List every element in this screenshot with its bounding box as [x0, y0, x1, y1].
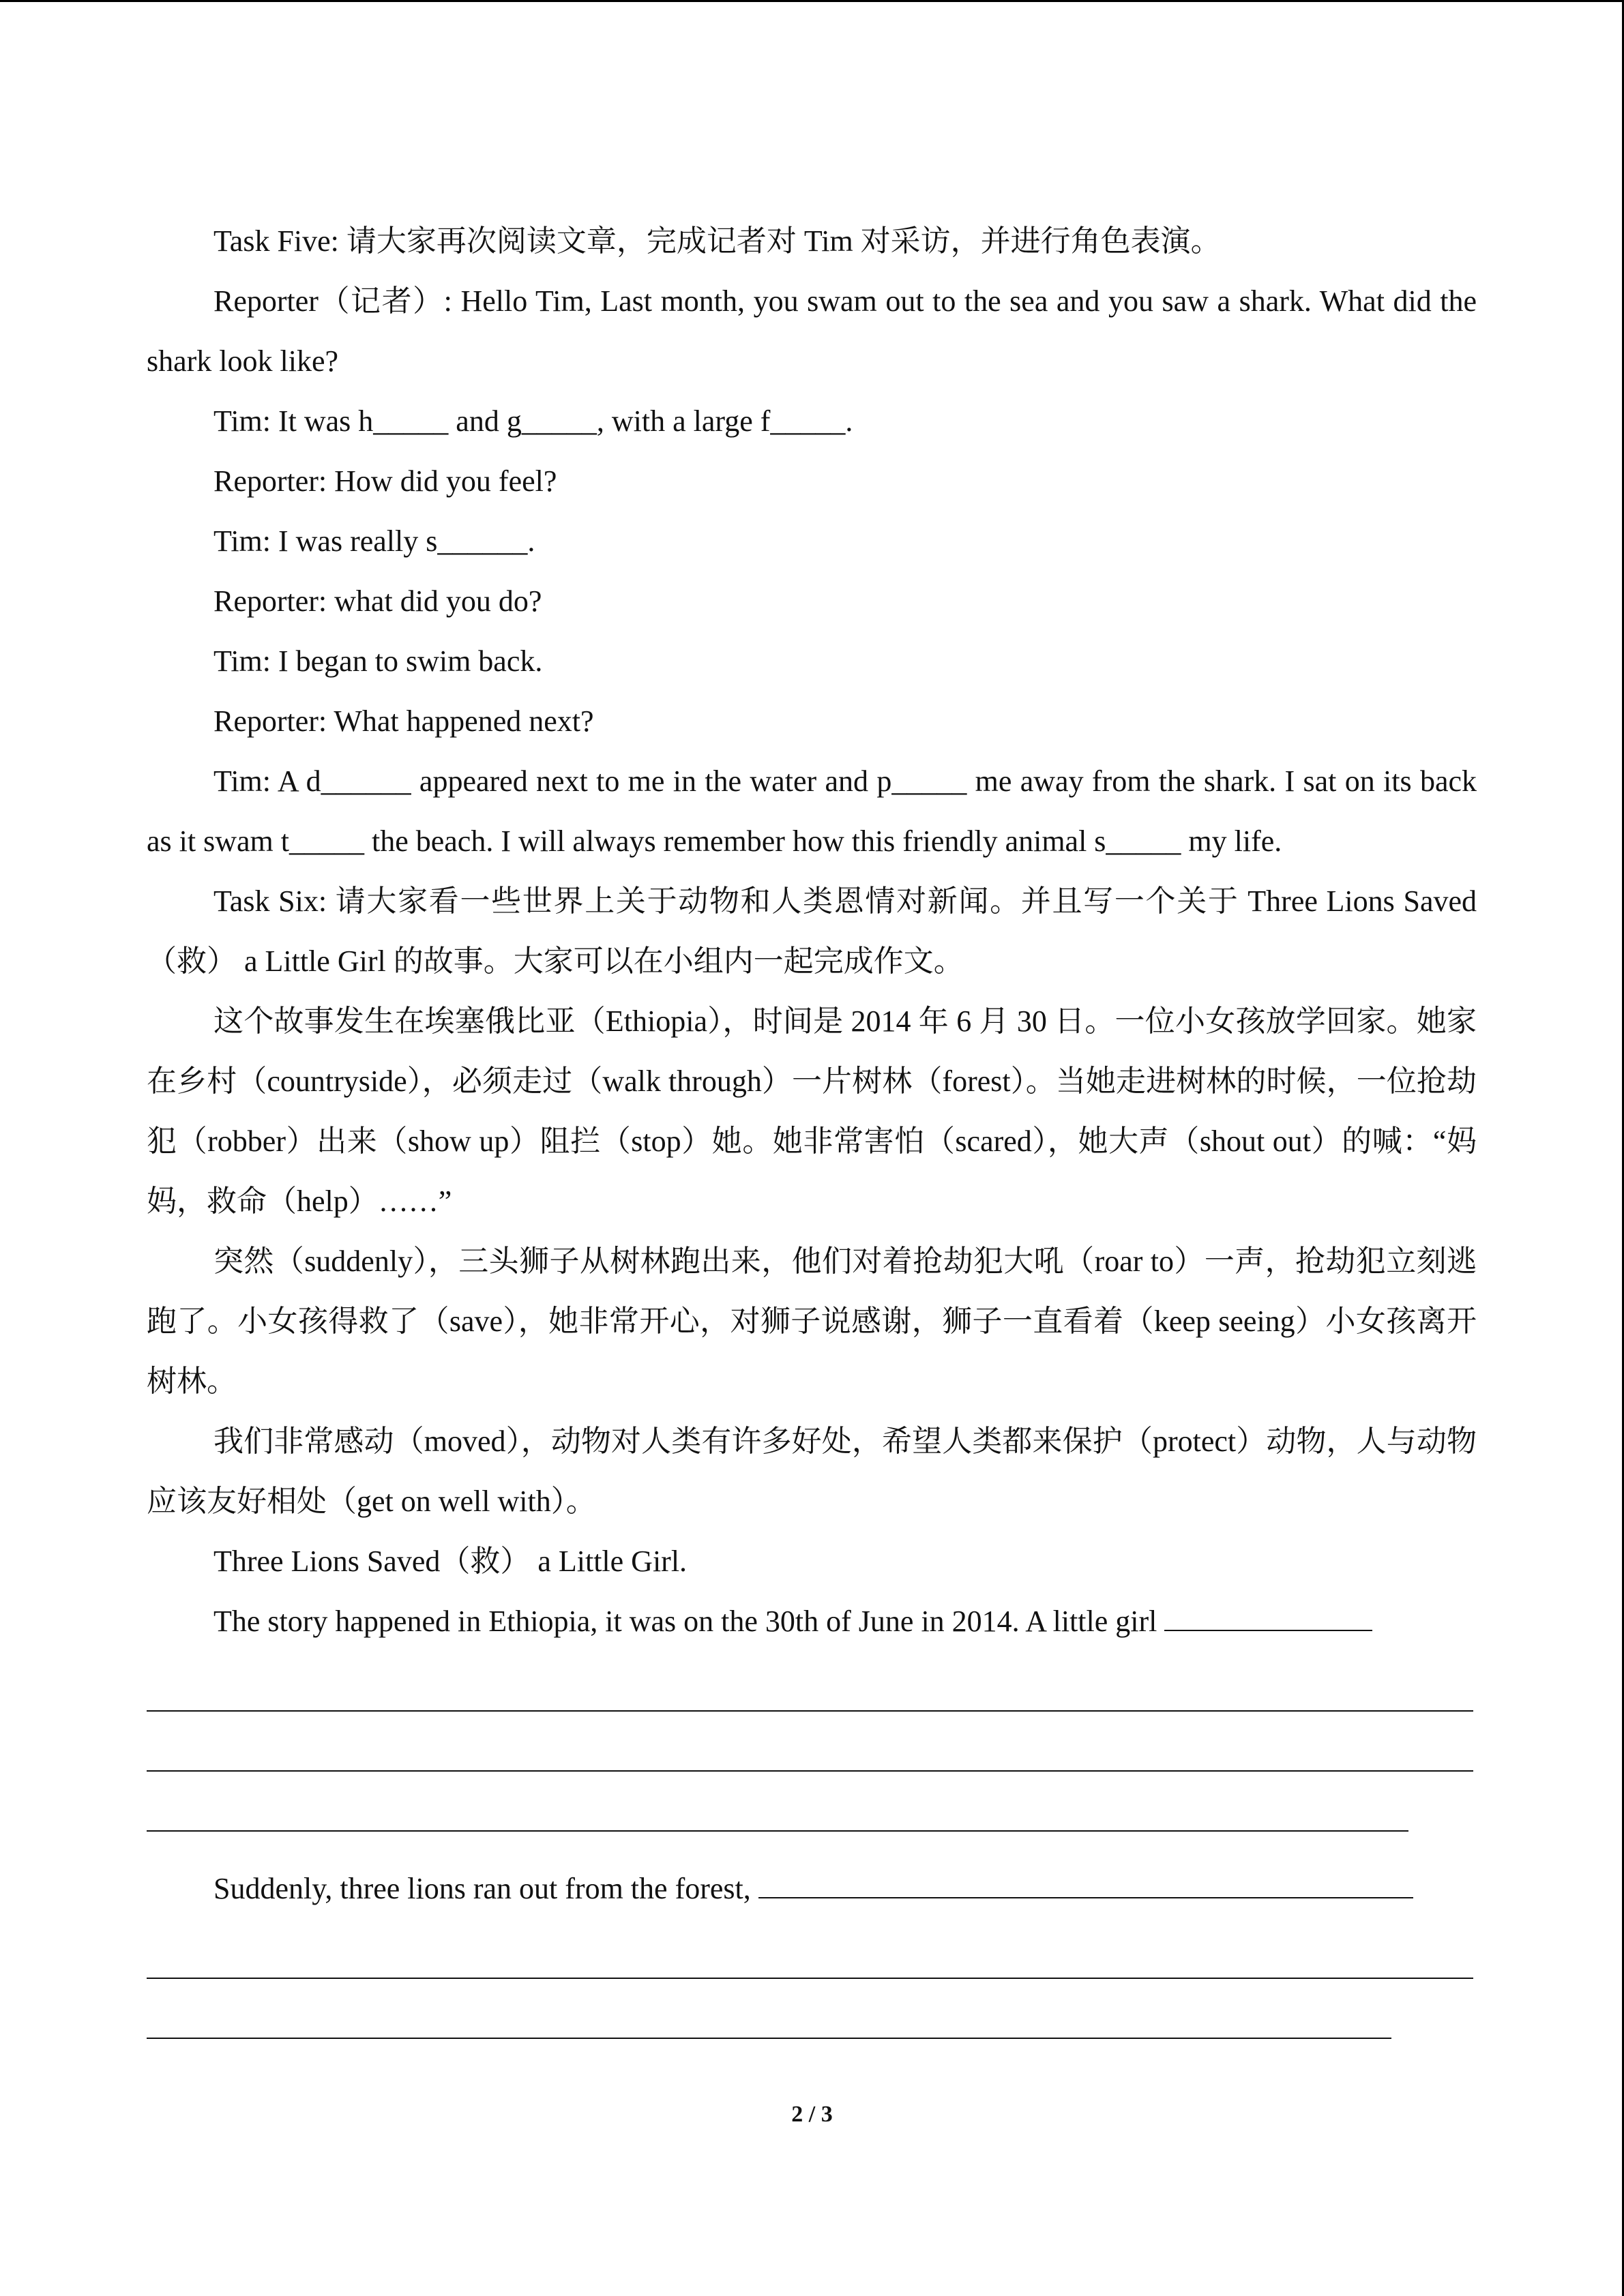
- dialog-line-tim-1: Tim: It was h_____ and g_____, with a large f_____.: [213, 404, 853, 438]
- essay-start-2: [147, 1859, 1477, 1919]
- story-paragraph-1: 这个故事发生在埃塞俄比亚（Ethiopia），时间是 2014 年 6 月 30 日。一位小女孩放学回家。她家在乡村（countryside），必须走过（walk through）一片树林（forest）。当她走进树林的时候，一位抢劫犯（robber）出来（show up）阻拦（stop）她。她非常害怕（scared），她大声（shout out）的喊：“妈妈，救命（help）……”: [147, 1004, 1477, 1218]
- dialog-line-reporter-4: Reporter: what did you do?: [213, 584, 542, 618]
- page-number: 2 / 3: [791, 2102, 833, 2127]
- dialog-line-reporter-2: Reporter: How did you feel?: [213, 464, 557, 498]
- story-paragraph-3: 我们非常感动（moved），动物对人类有许多好处，希望人类都来保护（protect）动物，人与动物应该友好相处（get on well with）。: [147, 1425, 1477, 1518]
- task-five-title: Task Five: 请大家再次阅读文章，完成记者对 Tim 对采访，并进行角色表演。: [213, 224, 1221, 258]
- dialog-line-reporter-6: Reporter: What happened next?: [213, 704, 594, 738]
- writing-line[interactable]: [147, 1710, 1473, 1712]
- worksheet-body: [147, 211, 1477, 2039]
- essay-start-2-text: Suddenly, three lions ran out from the forest,: [213, 1872, 751, 1905]
- writing-line[interactable]: [147, 1830, 1408, 1832]
- task-six-title: Task Six: 请大家看一些世界上关于动物和人类恩情对新闻。并且写一个关于 Three Lions Saved（救） a Little Girl 的故事。大家可以在小组内一起完成作文。: [147, 884, 1477, 978]
- dialog-line-tim-5: Tim: I began to swim back.: [213, 644, 543, 678]
- writing-line[interactable]: [147, 2038, 1391, 2039]
- story-paragraph-2: 突然（suddenly），三头狮子从树林跑出来，他们对着抢劫犯大吼（roar to）一声，抢劫犯立刻逃跑了。小女孩得救了（save），她非常开心，对狮子说感谢，狮子一直看着（keep seeing）小女孩离开树林。: [147, 1244, 1477, 1398]
- essay-start-1-text: The story happened in Ethiopia, it was on the 30th of June in 2014. A little girl: [213, 1605, 1157, 1638]
- dialog-line-tim-7: Tim: A d______ appeared next to me in the water and p_____ me away from the shark. I sat on its back as it swam t_____ the beach. I will always remember how this friendly animal s_____ my life.: [147, 764, 1477, 858]
- essay-title: Three Lions Saved（救） a Little Girl.: [213, 1545, 688, 1578]
- writing-line[interactable]: [147, 1770, 1473, 1772]
- writing-line[interactable]: [147, 1978, 1473, 1979]
- essay-start-1: [147, 1592, 1477, 1652]
- reporter-intro: Reporter（记者）: Hello Tim, Last month, you swam out to the sea and you saw a shark. What did the shark look like?: [147, 284, 1477, 378]
- writing-blank[interactable]: [1164, 1609, 1372, 1631]
- page-border-top: [0, 0, 1624, 2]
- writing-blank[interactable]: [758, 1877, 1413, 1898]
- dialog-line-tim-3: Tim: I was really s______.: [213, 524, 535, 558]
